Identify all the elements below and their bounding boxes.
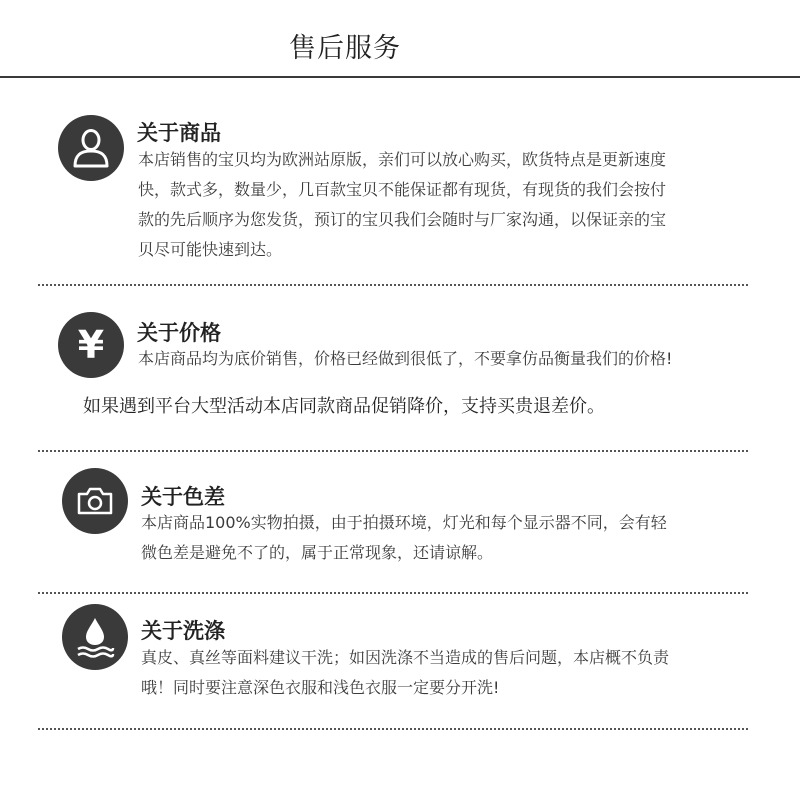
section-divider: [38, 592, 748, 594]
body-line: 贝尽可能快速到达。: [138, 240, 283, 259]
section-divider: [38, 728, 748, 730]
yen-icon: [58, 312, 124, 378]
body-line: 本店商品均为底价销售，价格已经做到很低了，不要拿仿品衡量我们的价格!: [138, 349, 673, 368]
section-body-price: [138, 344, 672, 374]
body-line: 款的先后顺序为您发货，预订的宝贝我们会随时与厂家沟通，以保证亲的宝: [138, 210, 667, 229]
yen-glyph: ¥: [77, 323, 105, 367]
section-body-color: [141, 508, 667, 568]
section-body-washing: [141, 643, 669, 703]
section-heading-product: 关于商品: [137, 121, 221, 145]
section-divider: [38, 284, 748, 286]
section-heading-color: 关于色差: [141, 485, 225, 509]
body-line: 本店销售的宝贝均为欧洲站原版，亲们可以放心购买，欧货特点是更新速度: [138, 150, 667, 169]
body-line: 快，款式多，数量少，几百款宝贝不能保证都有现货，有现货的我们会按付: [138, 180, 667, 199]
body-line: 真皮、真丝等面料建议干洗；如因洗涤不当造成的售后问题，本店概不负责: [141, 648, 670, 667]
body-line: 本店商品100%实物拍摄，由于拍摄环境，灯光和每个显示器不同，会有轻: [141, 513, 667, 532]
section-heading-price: 关于价格: [137, 321, 221, 345]
page-title: 售后服务: [289, 33, 401, 64]
water-drop-icon-graphic: [75, 615, 115, 659]
body-line: 微色差是避免不了的，属于正常现象，还请谅解。: [141, 543, 494, 562]
camera-icon: [62, 468, 128, 534]
person-icon-graphic: [71, 127, 111, 169]
section-body-product: [138, 145, 666, 265]
price-guarantee-note: 如果遇到平台大型活动本店同款商品促销降价，支持买贵退差价。: [83, 396, 605, 417]
person-icon: [58, 115, 124, 181]
water-drop-icon: [62, 604, 128, 670]
section-heading-washing: 关于洗涤: [141, 619, 225, 643]
title-divider: [0, 76, 800, 78]
camera-icon-graphic: [75, 485, 115, 517]
section-divider: [38, 450, 748, 452]
body-line: 哦！同时要注意深色衣服和浅色衣服一定要分开洗!: [141, 678, 500, 697]
